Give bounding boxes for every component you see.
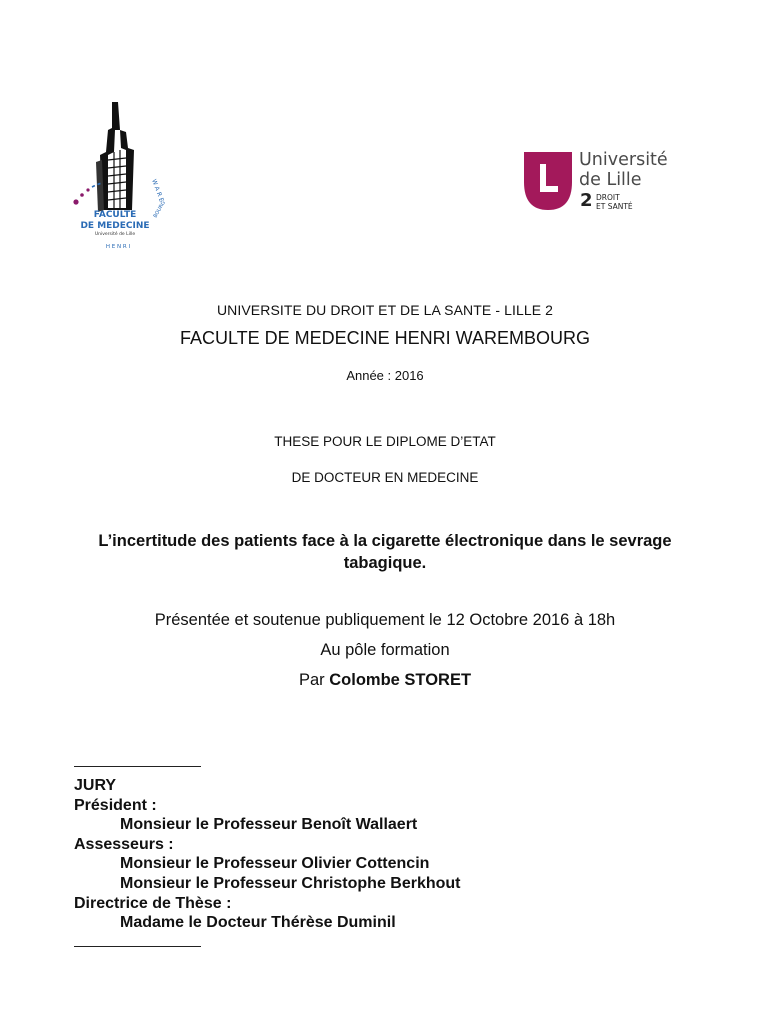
lille-logo-tag2: ET SANTÉ bbox=[596, 201, 633, 211]
svg-text:BOURG: BOURG bbox=[152, 200, 167, 219]
faculte-logo-line2: DE MEDECINE bbox=[80, 221, 150, 231]
author-prefix: Par bbox=[298, 671, 330, 689]
lille-logo-name2: de Lille bbox=[579, 170, 642, 190]
faculte-logo-line1: FACULTE bbox=[93, 210, 137, 220]
faculty-name: FACULTE DE MEDECINE HENRI WAREMBOURG bbox=[179, 328, 591, 348]
author-line bbox=[0, 671, 770, 690]
universite-lille-logo bbox=[524, 150, 694, 222]
jury-block bbox=[74, 776, 461, 933]
lille-logo-tag1: DROIT bbox=[596, 193, 620, 202]
jury-heading: JURY bbox=[74, 777, 117, 794]
assesseur-2: Monsieur le Professeur Christophe Berkhout bbox=[120, 874, 461, 892]
president-name: Monsieur le Professeur Benoît Wallaert bbox=[120, 816, 418, 834]
svg-text:W A R E: W A R E bbox=[150, 178, 165, 203]
these-line-2: DE DOCTEUR EN MEDECINE bbox=[291, 470, 479, 485]
assesseurs-label: Assesseurs : bbox=[74, 835, 174, 853]
thesis-title: L’incertitude des patients face à la cigarette électronique dans le sevrage tabagique. bbox=[98, 532, 672, 572]
lille-shield-icon bbox=[524, 152, 572, 210]
university-name: UNIVERSITE DU DROIT ET DE LA SANTE - LILLE 2 bbox=[216, 302, 554, 318]
author-name: Colombe STORET bbox=[329, 671, 472, 689]
lille-logo-number: 2 bbox=[580, 190, 593, 211]
faculte-logo-sub: Université de Lille bbox=[94, 232, 136, 237]
svg-text:H E N R I: H E N R I bbox=[105, 244, 131, 250]
president-label: Président : bbox=[74, 796, 157, 814]
jury-bottom-rule bbox=[74, 946, 201, 947]
academic-year: Année : 2016 bbox=[346, 368, 424, 383]
presentation-location: Au pôle formation bbox=[320, 641, 450, 659]
jury-top-rule bbox=[74, 766, 201, 767]
presentation-line: Présentée et soutenue publiquement le 12 Octobre 2016 à 18h bbox=[154, 611, 616, 629]
faculte-medecine-logo bbox=[68, 100, 168, 260]
directrice-label: Directrice de Thèse : bbox=[74, 894, 232, 912]
directrice-name: Madame le Docteur Thérèse Duminil bbox=[120, 914, 396, 932]
these-line-1: THESE POUR LE DIPLOME D’ETAT bbox=[274, 434, 496, 449]
lille-logo-name1: Université bbox=[579, 150, 668, 170]
assesseur-1: Monsieur le Professeur Olivier Cottencin bbox=[120, 855, 430, 873]
